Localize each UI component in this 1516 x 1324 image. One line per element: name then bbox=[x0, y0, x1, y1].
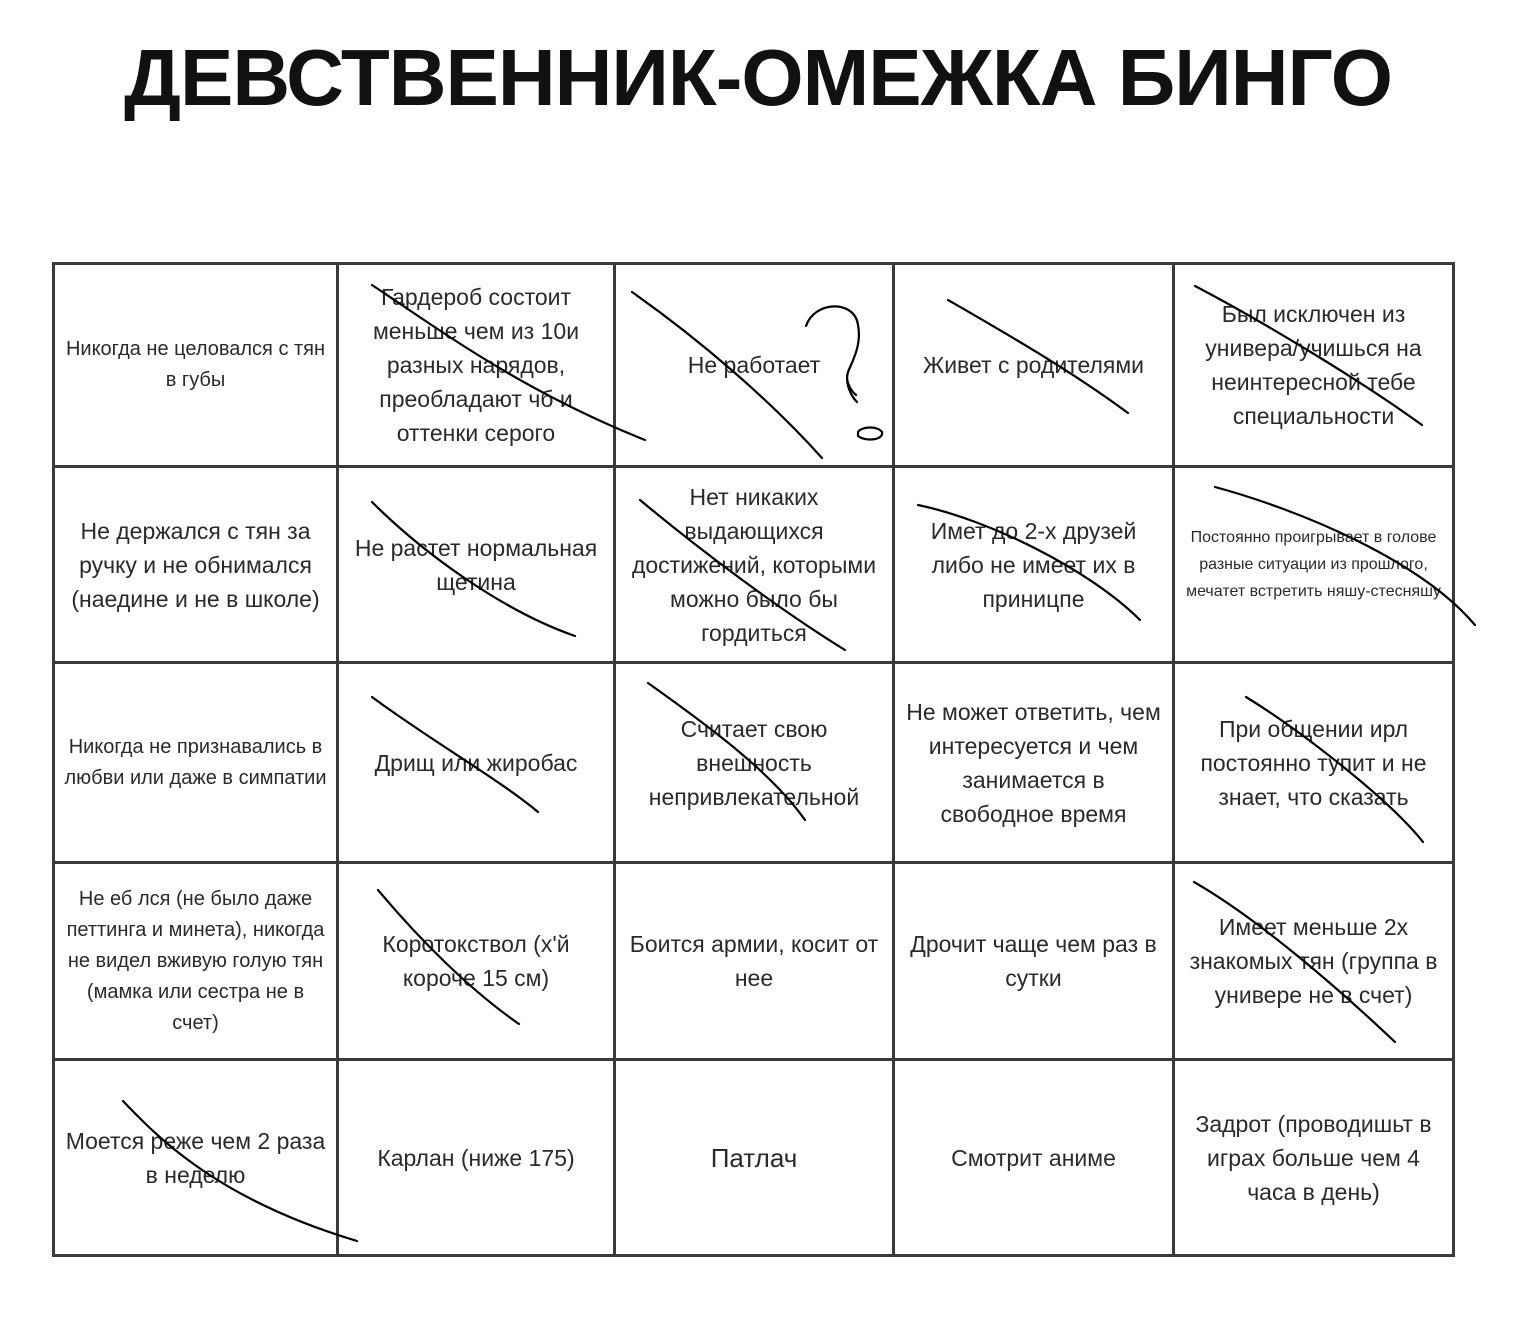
cell-text: Имеет меньше 2х знакомых тян (группа в универе не в счет) bbox=[1189, 914, 1438, 1008]
bingo-cell[interactable] bbox=[895, 265, 1175, 468]
cell-text: Задрот (проводишьт в играх больше чем 4 часа в день) bbox=[1195, 1110, 1432, 1205]
page-title: ДЕВСТВЕННИК-ОМЕЖКА БИНГО bbox=[123, 33, 1393, 122]
bingo-cell[interactable] bbox=[55, 1061, 339, 1254]
bingo-cell[interactable] bbox=[1175, 1061, 1452, 1254]
cell-text: Моется реже чем 2 раза в неделю bbox=[65, 1127, 326, 1188]
bingo-cell[interactable] bbox=[616, 864, 895, 1061]
cell-text: Имет до 2-х друзей либо не имеет их в приницпе bbox=[930, 517, 1137, 612]
cell-text: Дрочит чаще чем раз в сутки bbox=[910, 931, 1157, 991]
cell-text: Не работает bbox=[687, 352, 821, 378]
cell-text: Не держался с тян за ручку и не обнимался (наедине и не в школе) bbox=[71, 517, 320, 612]
bingo-cell[interactable] bbox=[55, 265, 339, 468]
cell-text: При общении ирл постоянно тупит и не знает, что сказать bbox=[1200, 715, 1427, 810]
cell-text: Патлач bbox=[710, 1142, 798, 1173]
bingo-cell[interactable] bbox=[895, 864, 1175, 1061]
cell-text: Смотрит аниме bbox=[951, 1144, 1116, 1171]
cell-text: Постоянно проигрывает в голове разные ситуации из прошлого, мечатет встретить няшу-стесняшу bbox=[1186, 529, 1441, 600]
bingo-cell[interactable] bbox=[895, 468, 1175, 664]
cell-text: Нет никаких выдающихся достижений, которыми можно было бы гордиться bbox=[631, 483, 877, 646]
bingo-cell[interactable] bbox=[339, 1061, 616, 1254]
cell-text: Считает свою внешность непривлекательной bbox=[648, 715, 860, 810]
bingo-cell[interactable] bbox=[616, 265, 895, 468]
bingo-cell[interactable] bbox=[1175, 864, 1452, 1061]
cell-text: Был исключен из универа/учишься на неинтересной тебе специальности bbox=[1205, 301, 1422, 429]
bingo-cell[interactable] bbox=[616, 468, 895, 664]
bingo-cell[interactable] bbox=[339, 265, 616, 468]
bingo-cell[interactable] bbox=[616, 1061, 895, 1254]
bingo-cell[interactable] bbox=[1175, 664, 1452, 864]
bingo-cell[interactable] bbox=[339, 864, 616, 1061]
bingo-cell[interactable] bbox=[895, 664, 1175, 864]
bingo-cell[interactable] bbox=[616, 664, 895, 864]
bingo-cell[interactable] bbox=[1175, 468, 1452, 664]
cell-text: Дрищ или жиробас bbox=[374, 749, 578, 776]
bingo-cell[interactable] bbox=[55, 468, 339, 664]
cell-text: Не может ответить, чем интересуется и чем занимается в свободное время bbox=[906, 698, 1161, 827]
bingo-grid bbox=[52, 262, 1455, 1257]
cell-text: Живет с родителями bbox=[922, 352, 1145, 378]
bingo-cell[interactable] bbox=[55, 864, 339, 1061]
cell-text: Никогда не целовался с тян в губы bbox=[65, 338, 326, 391]
cell-text: Не растет нормальная щетина bbox=[354, 534, 598, 595]
bingo-cell[interactable] bbox=[339, 468, 616, 664]
cell-text: Никогда не признавались в любви или даже в симпатии bbox=[64, 735, 327, 789]
bingo-cell[interactable] bbox=[1175, 265, 1452, 468]
bingo-cell[interactable] bbox=[339, 664, 616, 864]
cell-text: Коротокствол (х'й короче 15 см) bbox=[382, 931, 570, 991]
cell-text: Гардероб состоит меньше чем из 10и разных нарядов, преобладают чб и оттенки серого bbox=[372, 284, 580, 446]
bingo-cell[interactable] bbox=[55, 664, 339, 864]
cell-text: Карлан (ниже 175) bbox=[377, 1144, 575, 1171]
cell-text: Боится армии, косит от нее bbox=[629, 931, 879, 991]
bingo-cell[interactable] bbox=[895, 1061, 1175, 1254]
cell-text: Не еб лся (не было даже петтинга и минета), никогда не видел вживую голую тян (мамка или сестра не в счет) bbox=[66, 887, 325, 1034]
